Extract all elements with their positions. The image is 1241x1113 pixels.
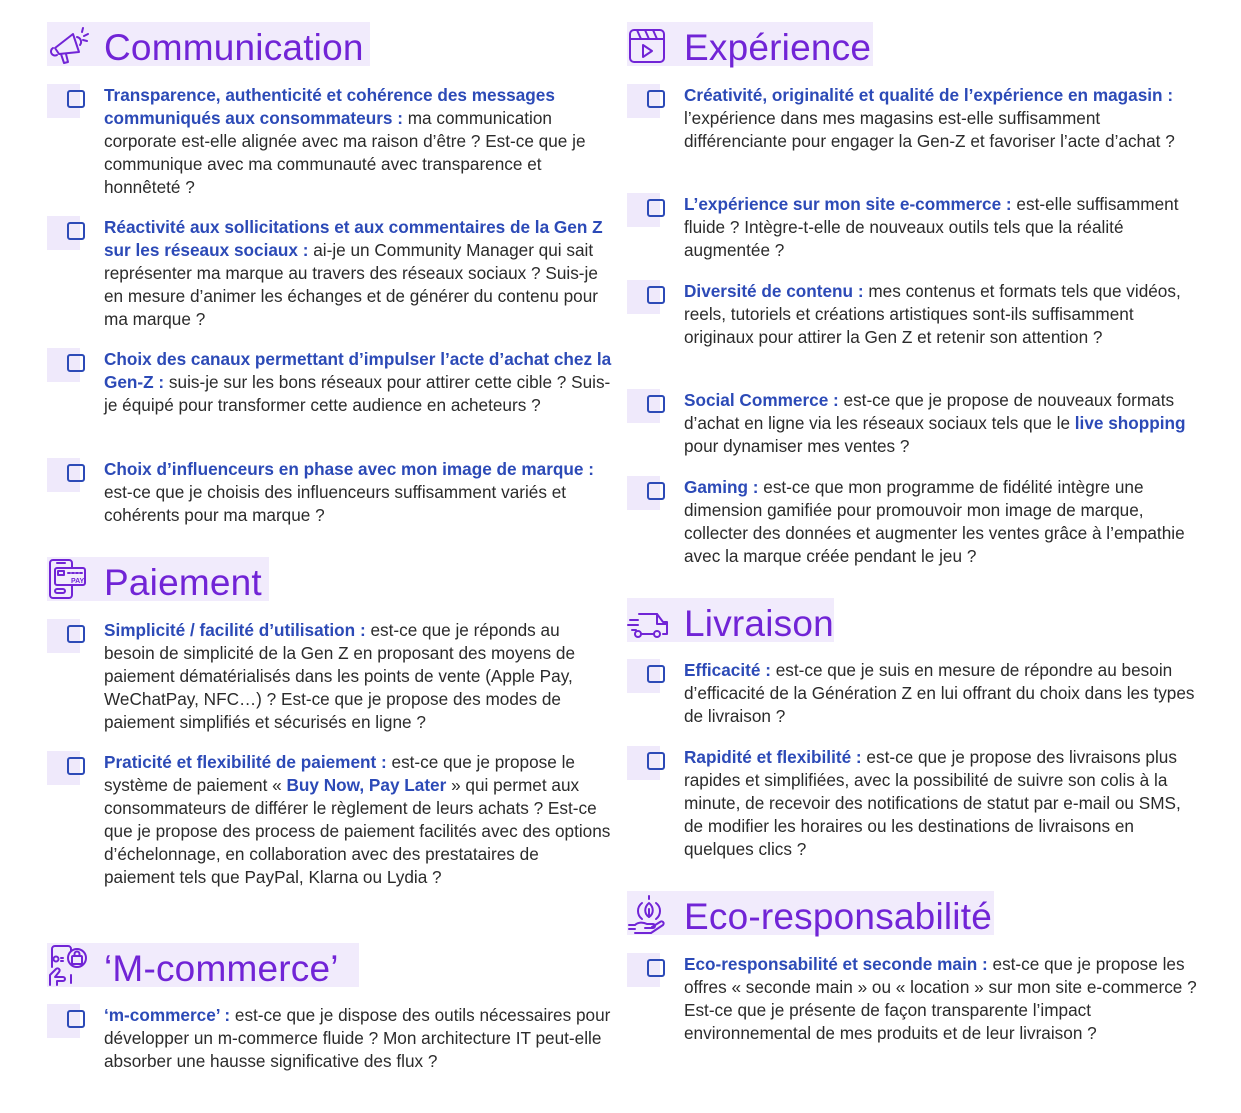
section-header — [47, 22, 612, 70]
megaphone-icon — [47, 24, 91, 68]
item-body: pour dynamiser mes ventes ? — [684, 436, 910, 456]
item-heading: Choix d’influenceurs en phase avec mon image de marque : — [104, 459, 594, 479]
item-heading: Créativité, originalité et qualité de l’expérience en magasin : — [684, 85, 1174, 105]
checkbox[interactable] — [67, 625, 85, 643]
section-eco-responsabilite — [627, 891, 1197, 939]
checkbox[interactable] — [67, 222, 85, 240]
item-body: est-ce que je propose de nouveaux formats d’achat en ligne via les réseaux sociaux tels que le — [684, 390, 1175, 433]
item-text — [684, 746, 1197, 861]
item-body: mes contenus et formats tels que vidéos, reels, tutoriels et créations artistiques sont-ils suffisamment originaux pour attirer la Gen Z et retenir son attention ? — [684, 281, 1181, 347]
checkbox[interactable] — [647, 959, 665, 977]
item-heading: Gaming : — [684, 477, 759, 497]
item-emphasis: Buy Now, Pay Later — [286, 775, 447, 795]
section-communication — [47, 22, 612, 70]
item-heading: ‘m-commerce’ : — [104, 1005, 231, 1025]
item-heading: L’expérience sur mon site e-commerce : — [684, 194, 1012, 214]
item-body: est-ce que je propose les offres « seconde main » ou « location » sur mon site e-commerce ? Est-ce que je présente de façon transparente l’impact environnemental de mes produits et de leur livraison ? — [684, 954, 1197, 1043]
item-text — [684, 84, 1197, 153]
checkbox[interactable] — [647, 199, 665, 217]
item-text — [684, 193, 1197, 262]
checkbox[interactable] — [67, 1010, 85, 1028]
item-text — [104, 216, 612, 331]
item-heading: Transparence, authenticité et cohérence des messages communiqués aux consommateurs : — [104, 85, 555, 128]
item-heading: Simplicité / facilité d’utilisation : — [104, 620, 366, 640]
section-header — [627, 22, 1197, 70]
checkbox[interactable] — [67, 354, 85, 372]
item-body: ma communication corporate est-elle alignée avec ma raison d’être ? Est-ce que je communique avec ma communauté avec transparence et honnêteté ? — [104, 108, 586, 197]
item-text — [684, 476, 1197, 568]
section-livraison — [627, 598, 1197, 646]
item-heading: Eco-responsabilité et seconde main : — [684, 954, 988, 974]
item-heading: Praticité et flexibilité de paiement : — [104, 752, 387, 772]
item-heading: Diversité de contenu : — [684, 281, 864, 301]
section-header — [627, 891, 1197, 939]
item-body: est-ce que je choisis des influenceurs suffisamment variés et cohérents pour ma marque ? — [104, 482, 567, 525]
item-heading: Social Commerce : — [684, 390, 839, 410]
item-text — [684, 953, 1197, 1045]
checkbox[interactable] — [647, 752, 665, 770]
item-text — [684, 389, 1197, 458]
item-text — [104, 348, 612, 417]
item-heading: Choix des canaux permettant d’impulser l’acte d’achat chez la Gen-Z : — [104, 349, 612, 392]
section-paiement — [47, 557, 612, 605]
item-body: » qui permet aux consommateurs de différer le règlement de leurs achats ? Est-ce que je propose des process de paiement facilités avec des options d’échelonnage, en collaboration avec des prestataires de paiement tels que PayPal, Klarna ou Lydia ? — [104, 775, 611, 887]
checkbox[interactable] — [647, 395, 665, 413]
item-body: est-ce que je propose le système de paiement « — [104, 752, 575, 795]
item-body: est-ce que je suis en mesure de répondre au besoin d’efficacité de la Génération Z en lui offrant du choix dans les types de livraison ? — [684, 660, 1195, 726]
section-m-commerce — [47, 943, 612, 991]
item-heading: Efficacité : — [684, 660, 771, 680]
svg-text:PAY: PAY — [71, 578, 85, 585]
section-title: Communication — [104, 27, 364, 68]
item-text — [104, 1004, 612, 1073]
item-text — [684, 659, 1197, 728]
eco-hand-leaf-icon — [627, 893, 671, 937]
item-body: est-elle suffisamment fluide ? Intègre-t-elle de nouveaux outils tels que la réalité augmentée ? — [684, 194, 1179, 260]
item-body: suis-je sur les bons réseaux pour attirer cette cible ? Suis-je équipé pour transformer cette audience en acheteurs ? — [104, 372, 611, 415]
section-title: ‘M-commerce’ — [104, 948, 339, 989]
checkbox[interactable] — [647, 90, 665, 108]
item-text — [684, 280, 1197, 349]
section-title: Expérience — [684, 27, 872, 68]
section-header — [627, 598, 1197, 646]
section-header — [47, 557, 612, 605]
item-text — [104, 458, 612, 527]
mobile-shopping-icon — [47, 945, 91, 989]
checkbox[interactable] — [647, 665, 665, 683]
mobile-pay-icon — [47, 559, 91, 603]
delivery-truck-icon — [627, 600, 671, 644]
item-text — [104, 619, 612, 734]
item-text — [104, 751, 612, 889]
item-body: est-ce que je réponds au besoin de simplicité de la Gen Z en proposant des moyens de paiement dématérialisés dans les points de vente (Apple Pay, WeChatPay, NFC…) ? Est-ce que je propose des modes de paiement simplifiés et sécurisés en ligne ? — [104, 620, 576, 732]
checkbox[interactable] — [647, 286, 665, 304]
checkbox[interactable] — [67, 90, 85, 108]
section-experience — [627, 22, 1197, 70]
section-title: Livraison — [684, 603, 834, 644]
item-body: est-ce que je propose des livraisons plus rapides et simplifiées, avec la possibilité de suivre son colis à la minute, de recevoir des notifications de statut par e-mail ou SMS, de modifier les horaires ou les destinations de livraisons en quelques clics ? — [684, 747, 1181, 859]
item-body: est-ce que je dispose des outils nécessaires pour développer un m-commerce fluide ? Mon architecture IT peut-elle absorber une hausse significative des flux ? — [104, 1005, 611, 1071]
item-body: l’expérience dans mes magasins est-elle suffisamment différenciante pour engager la Gen-Z et favoriser l’acte d’achat ? — [684, 108, 1175, 151]
item-heading: Rapidité et flexibilité : — [684, 747, 862, 767]
section-title: Paiement — [104, 562, 262, 603]
video-play-icon — [627, 24, 671, 68]
checkbox[interactable] — [67, 464, 85, 482]
item-emphasis: live shopping — [1074, 413, 1186, 433]
item-body: ai-je un Community Manager qui sait représenter ma marque au travers des réseaux sociaux ? Suis-je en mesure d’animer les échanges et de générer du contenu pour ma marque ? — [104, 240, 598, 329]
item-body: est-ce que mon programme de fidélité intègre une dimension gamifiée pour promouvoir mon image de marque, collecter des données et augmenter les ventes grâce à l’empathie avec la marque créée pendant le jeu ? — [684, 477, 1185, 566]
checkbox[interactable] — [647, 482, 665, 500]
item-heading: Réactivité aux sollicitations et aux commentaires de la Gen Z sur les réseaux sociaux : — [104, 217, 603, 260]
checkbox[interactable] — [67, 757, 85, 775]
item-text — [104, 84, 612, 199]
section-header — [47, 943, 612, 991]
section-title: Eco-responsabilité — [684, 896, 992, 937]
